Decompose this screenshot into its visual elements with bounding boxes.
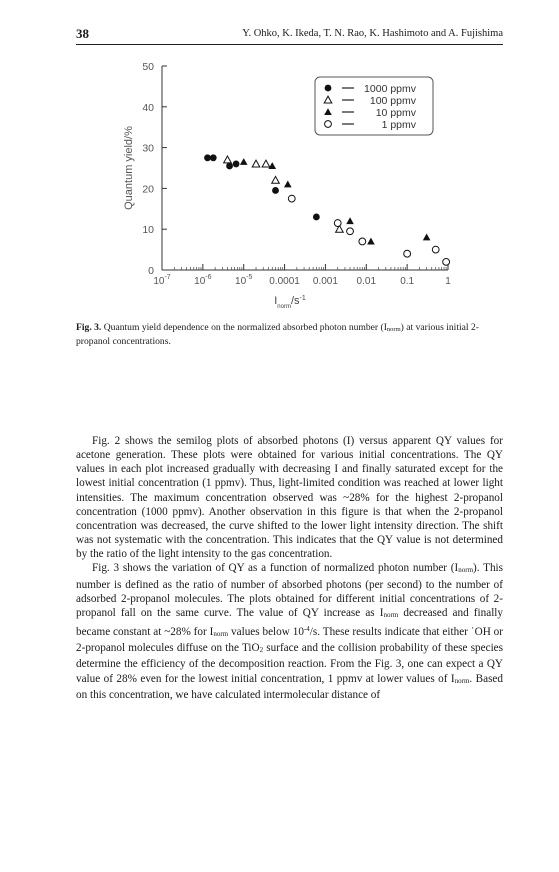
caption-label: Fig. 3. [76,322,102,333]
data-point [252,160,260,167]
legend-marker [325,121,332,128]
quantum-yield-chart [118,60,458,312]
y-tick-label: 30 [142,142,154,155]
data-point [367,238,375,245]
caption-text-2: ) at various initial 2-propanol concentrations. [76,322,479,347]
page-header [76,26,503,46]
y-ticks [142,61,167,277]
data-point [233,161,240,168]
caption-text-1: Quantum yield dependence on the normalized absorbed photon number (I [101,322,387,333]
y-tick-label: 50 [142,61,154,73]
x-tick-label: $10^{-5}$ [235,274,253,287]
data-point [313,214,320,221]
x-axis-label: $I_{norm}/s^{-1}$ [274,295,306,310]
data-point [404,250,411,257]
x-tick-label: 0.01 [356,276,377,287]
data-point [334,220,341,227]
y-tick-label: 20 [142,183,154,196]
legend-label: 1 ppmv [381,119,416,131]
page-number: 38 [76,26,89,41]
data-point [423,234,431,241]
data-point [288,195,295,202]
caption-subscript: norm [386,326,401,333]
data-point [268,162,276,169]
paragraph-1: Fig. 2 shows the semilog plots of absorbed photons (I) versus apparent QY values for acetone generation. These plots were obtained for various initial concentrations. The QY values in each plot increased gradually with decreasing I and finally saturated except for the lowest initial concentration (1 ppmv). Thus, light-limited condition was reached at lower light intensities. The maximum concentration observed was ~28% for the highest 2-propanol concentration (1000 ppmv). Another observation in this figure is that when the 2-propanol concentration was decreased, the curve shifted to the lower light intensity direction. The shift was not systematic with the concentration. This indicates that the QY value is not determined by the ratio of the light intensity to the gas concentration. [76,435,503,561]
x-tick-label: $10^{-7}$ [153,274,171,287]
y-axis-label: Quantum yield/% [123,126,135,210]
figure-caption [76,322,503,347]
data-point [346,217,354,224]
x-tick-label: 1 [445,276,451,287]
data-point [347,228,354,235]
legend-label: 10 ppmv [375,107,416,119]
paragraph-2: Fig. 3 shows the variation of QY as a function of normalized photon number (Inorm). This number is defined as the ratio of number of absorbed photons (per second) to the number of adsorbed 2-propanol molecules. The plots obtained for different initial concentrations of 2-propanol fall on the same curve. The value of QY increase as Inorm decreased and finally became constant at ~28% for Inorm values below $10^{-4}/s$. These results indicate that either ˙OH or 2-propanol molecules diffuse on the TiO2 surface and the collision probability of these species determine the efficiency of the decomposition reaction. From the Fig. 3, one can expect a QY value of 28% even for the lowest initial concentration, 1 ppmv at lower values of Inorm. Based on this concentration, we have calculated intermolecular distance of [76,562,504,701]
running-head-authors: Y. Ohko, K. Ikeda, T. N. Rao, K. Hashimoto and A. Fujishima [242,28,503,39]
data-point [224,156,232,163]
x-tick-label: $10^{-6}$ [194,274,212,287]
data-points [204,154,449,265]
x-tick-label: 0.0001 [269,276,300,287]
data-point [284,181,292,188]
data-point [272,187,279,194]
legend-label: 100 ppmv [369,95,416,107]
data-point [432,246,439,253]
x-tick-label: 0.1 [400,276,415,287]
legend-label: 1000 ppmv [364,83,416,95]
y-tick-label: 10 [142,224,154,237]
x-ticks [153,264,451,287]
data-point [210,154,217,161]
x-tick-label: 0.001 [312,276,338,287]
data-point [240,158,248,165]
data-point [359,238,366,245]
legend-marker [324,96,332,103]
header-rule [76,44,503,45]
legend-marker [325,85,332,92]
y-tick-label: 40 [142,101,154,114]
legend-marker [324,108,332,115]
data-point [262,160,270,167]
data-point [226,163,233,170]
data-point [443,258,450,265]
chart-legend [315,77,433,135]
data-point [272,176,280,183]
body-text [76,434,503,702]
y-tick-label: 0 [148,265,154,277]
